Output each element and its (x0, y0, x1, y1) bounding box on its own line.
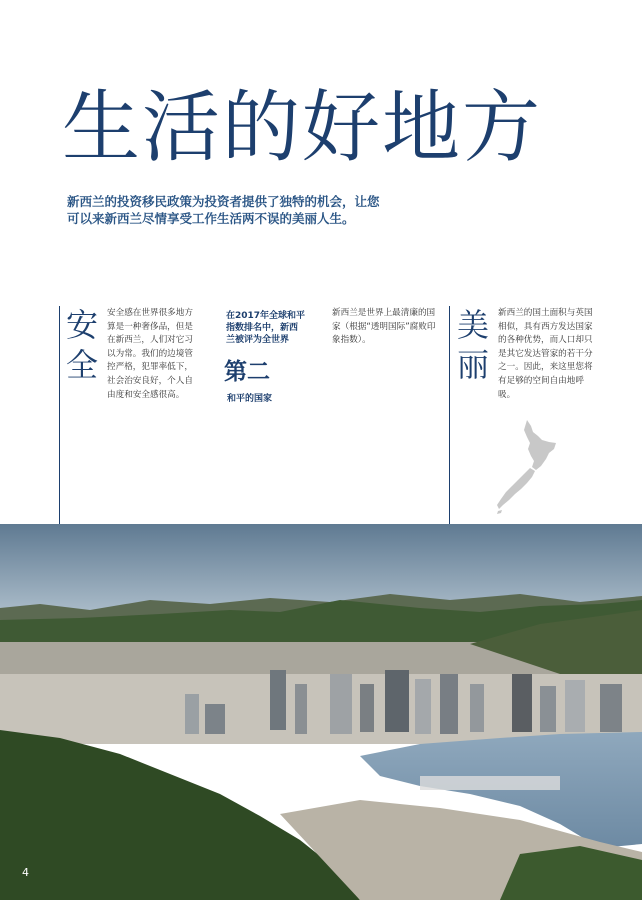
divider-left (59, 306, 60, 524)
safety-heading-char-2: 全 (66, 346, 99, 384)
stewart-island-shape (497, 510, 502, 514)
divider-right (449, 306, 450, 524)
beauty-heading-char-2: 丽 (457, 346, 490, 384)
intro-line-2: 可以来新西兰尽情享受工作生活两不误的美丽人生。 (67, 211, 355, 226)
page-title: 生活的好地方 (62, 83, 543, 173)
page-number: 4 (22, 866, 29, 879)
south-island-shape (497, 468, 535, 509)
safety-heading-char-1: 安 (66, 306, 99, 344)
beauty-text: 新西兰的国土面积与英国相似，具有西方发达国家的各种优势，而人口却只是其它发达管家的若干分之一。因此，来这里您将有足够的空间自由地呼吸。 (498, 308, 593, 400)
peace-stat-rank: 第二 (224, 359, 270, 385)
peace-stat-intro: 在2017年全球和平指数排名中，新西兰被评为全世界 (226, 311, 306, 345)
safety-text: 安全感在世界很多地方算是一种奢侈品，但是在新西兰，人们对它习以为常。我们的边境管控严格，犯罪率低下，社会治安良好，个人自由度和安全感很高。 (107, 308, 193, 400)
beauty-heading-char-1: 美 (457, 306, 490, 344)
intro-line-1: 新西兰的投资移民政策为投资者提供了独特的机会，让您 (67, 194, 380, 209)
north-island-shape (524, 420, 556, 470)
clean-country-text: 新西兰是世界上最清廉的国家（根据“透明国际”腐败印象指数）。 (332, 308, 436, 346)
peace-stat-caption: 和平的国家 (227, 394, 273, 404)
marina (420, 776, 560, 790)
new-zealand-map (494, 418, 566, 514)
intro-paragraph (67, 193, 427, 227)
wellington-city-photo (0, 524, 642, 900)
